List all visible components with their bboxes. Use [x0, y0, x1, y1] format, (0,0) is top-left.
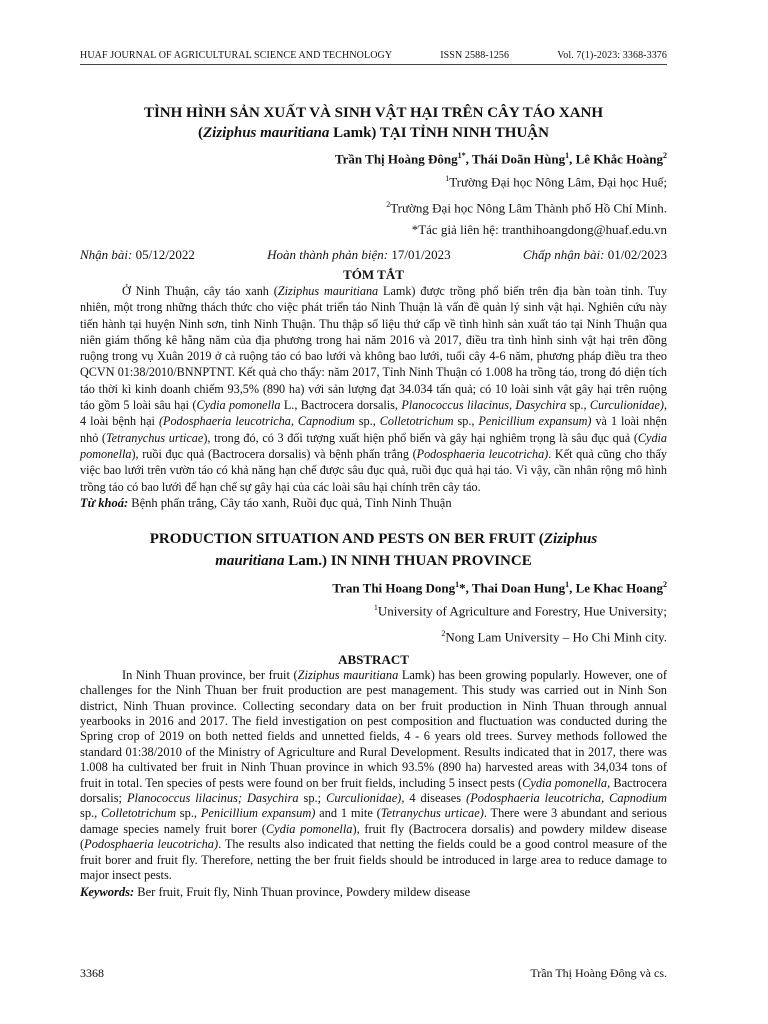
journal-volume: Vol. 7(1)-2023: 3368-3376	[557, 50, 667, 61]
vn-affiliation-1: $^1$Trường Đại học Nông Lâm, Đại học Huế;	[445, 174, 667, 190]
vn-keywords: Từ khoá: Bệnh phấn trắng, Cây táo xanh, Ruồi đục quả, Tỉnh Ninh Thuận	[80, 495, 452, 510]
en-abstract-body: In Ninh Thuan province, ber fruit (Ziziphus mauritiana Lamk) has been growing popularly. However, one of challenges for the Ninh Thuan ber fruit production are pest management. This study was carried out in Ninh Son district, Ninh Thuan province. Collecting secondary data on ber fruit production in Ninh Thuan through annual yearbooks in 2016 and 2017. The field investigation on pest composition and fluctuation was conducted during the Spring crop of 2019 on both netted fields and unnetted fields, 4 - 6 years old trees. Survey methods followed the standard 01:38/2010 of the Ministry of Agriculture and Rural Development. Results indicated that in 2017, there was 1.008 ha cultivated ber fruit in Ninh Thuan province in which 93.5% (890 ha) harvested areas with 34,034 tons of fruit in total. Ten species of pests were found on ber fruit fields, including 5 insect pests (Cydia pomonella, Bactrocera dorsalis; Planococcus lilacinus; Dasychira sp.; Curculionidae), 4 diseases (Podosphaeria leucotricha, Capnodium sp., Colletotrichum sp., Penicillium expansum) and 1 mite (Tetranychus urticae). There were 3 abundant and serious damage species namely fruit borer (Cydia pomonella), fruit fly (Bactrocera dorsalis) and powdery mildew disease (Podosphaeria leucotricha). The results also indicated that netting the fields could be a good control measure of the fruit borer and fruit fly. Therefore, netting the ber fruit fields should be introduced in large area to reduce damage to major insect pests.	[80, 667, 667, 883]
page-footer	[80, 966, 667, 981]
vn-authors: Trần Thị Hoàng Đông$^{1*}$, Thái Doãn Hùng$^1$, Lê Khắc Hoàng$^2$	[334, 151, 667, 167]
corresponding-author: *Tác giả liên hệ: tranthihoangdong@huaf.edu.vn	[411, 221, 667, 237]
en-abstract-heading: ABSTRACT	[338, 651, 409, 667]
article-dates	[80, 247, 667, 263]
vn-title-species: Ziziphus mauritiana	[203, 125, 330, 141]
vn-affiliation-2: $^2$Trường Đại học Nông Lâm Thành phố Hồ Chí Minh.	[386, 199, 667, 215]
received-date: Nhận bài: 05/12/2022	[80, 246, 195, 262]
en-title: PRODUCTION SITUATION AND PESTS ON BER FRUIT (Ziziphus mauritiana Lam.) IN NINH THUAN PROVINCE	[149, 530, 598, 569]
journal-issn: ISSN 2588-1256	[440, 50, 510, 61]
vn-abstract-body: Ở Ninh Thuận, cây táo xanh (Ziziphus mauritiana Lamk) được trồng phổ biến trên địa bàn toàn tỉnh. Tuy nhiên, một trong những thách thức cho việc phát triển táo Ninh Thuận là vấn đề quản lý sinh vật hại. Nghiên cứu này tiến hành tại huyện Ninh sơn, tỉnh Ninh Thuận. Thu thập số liệu thứ cấp về tình hình sản xuất táo tại Ninh Thuận qua niên giám thống kê hằng năm của địa phương trong hai năm 2016 và 2017, điều tra tình hình sinh vật hại trên đồng ruộng trong vụ Xuân 2019 ở cả ruộng táo có bao lưới và không bao lưới, tuổi cây 4-6 năm, phương pháp điều tra theo QCVN 01:38/2010/BNNPTNT. Kết quả cho thấy: năm 2017, Tỉnh Ninh Thuận có 1.008 ha trồng táo, trong đó diện tích táo thời kì kinh doanh chiếm 93,5% (890 ha) với sản lượng đạt 34.034 tấn quả; có 10 loài sinh vật gây hại trên ruộng táo gồm 5 loài sâu hại (Cydia pomonella L., Bactrocera dorsalis, Planococcus lilacinus, Dasychira sp., Curculionidae), 4 loài bệnh hại (Podosphaeria leucotricha, Capnodium sp., Colletotrichum sp., Penicillium expansum) và 1 loài nhện nhỏ (Tetranychus urticae), trong đó, có 3 đối tượng xuất hiện phổ biến và gây hại nghiêm trọng là sâu đục quả (Cydia pomonella), ruồi đục quả (Bactrocera dorsalis) và bệnh phấn trắng (Podosphaeria leucotricha). Kết quả cũng cho thấy việc bao lưới trên vườn táo có khả năng hạn chế được sâu đục quả, ruồi đục quả hại táo. Vì vậy, cần nhân rộng mô hình trồng táo có bao lưới để hạn chế sự gây hại của các loài sâu hại chính trên cây táo.	[80, 283, 668, 494]
en-authors: Tran Thi Hoang Dong$^1$*, Thai Doan Hung$^1$, Le Khac Hoang$^2$	[332, 579, 667, 596]
journal-name: HUAF JOURNAL OF AGRICULTURAL SCIENCE AND TECHNOLOGY	[80, 50, 393, 61]
vn-title-line1: TÌNH HÌNH SẢN XUẤT VÀ SINH VẬT HẠI TRÊN CÂY TÁO XANH	[143, 105, 604, 121]
en-affiliation-1: $^1$University of Agriculture and Forestry, Hue University;	[373, 603, 667, 619]
vn-title	[80, 103, 667, 143]
vn-title-line2: (Ziziphus mauritiana Lamk) TẠI TỈNH NINH THUẬN	[198, 125, 549, 141]
vn-abstract-heading: TÓM TẮT	[343, 266, 404, 282]
journal-header	[80, 50, 667, 65]
paper-page	[80, 50, 667, 901]
page-number: 3368	[80, 966, 104, 980]
reviewed-date: Hoàn thành phản biện: 17/01/2023	[267, 246, 451, 262]
accepted-date: Chấp nhận bài: 01/02/2023	[522, 246, 667, 262]
footer-author: Trần Thị Hoàng Đông và cs.	[530, 966, 667, 980]
en-keywords: Keywords: Ber fruit, Fruit fly, Ninh Thuan province, Powdery mildew disease	[80, 884, 471, 899]
en-affiliation-2: $^2$Nong Lam University – Ho Chi Minh city.	[441, 628, 667, 644]
